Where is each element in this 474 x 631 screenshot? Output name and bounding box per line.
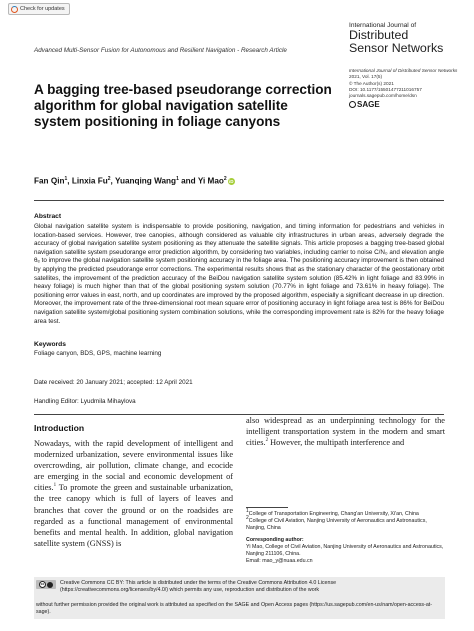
- author-name: Fan Qin: [34, 176, 65, 186]
- check-for-updates-badge[interactable]: [8, 3, 70, 15]
- article-title: A bagging tree-based pseudorange correction algorithm for global navigation satellite system positioning in foliage canyons: [34, 82, 332, 130]
- footnote-divider: [246, 507, 288, 508]
- meta-doi[interactable]: DOI: 10.1177/15501477211016757: [349, 86, 422, 92]
- by-person-icon: [47, 582, 53, 588]
- running-header: Advanced Multi-Sensor Fusion for Autonomous and Resilient Navigation - Research Article: [34, 47, 287, 54]
- meta-url[interactable]: journals.sagepub.com/home/dsn: [349, 93, 417, 99]
- abstract-heading: Abstract: [34, 213, 62, 220]
- author-name: Yuanqing Wang: [114, 176, 177, 186]
- corresponding-author-details: Yi Mao, College of Civil Aviation, Nanjing University of Aeronautics and Astronautics, Nanjing 211106, China.: [246, 544, 444, 557]
- introduction-heading: Introduction: [34, 423, 85, 433]
- brand-line-2: Sensor Networks: [349, 40, 444, 55]
- top-divider: [34, 200, 444, 201]
- brand-line-1: Distributed: [349, 28, 409, 42]
- corresponding-author-email[interactable]: Email: mao_y@nuaa.edu.cn: [246, 558, 313, 564]
- author-affiliation-mark: 1: [64, 176, 68, 182]
- corresponding-author-label: Corresponding author:: [246, 537, 304, 543]
- meta-copyright: © The Author(s) 2021: [349, 80, 394, 86]
- journal-brand: [349, 22, 464, 54]
- keywords-text: Foliage canyon, BDS, GPS, machine learning: [34, 350, 162, 357]
- keywords-heading: Keywords: [34, 341, 66, 348]
- author-name: Yi Mao: [197, 176, 224, 186]
- brand-top-line: International Journal of: [349, 22, 417, 29]
- author-name: Linxia Fu: [71, 176, 108, 186]
- author-affiliation-mark: 1: [176, 176, 179, 182]
- license-text-2: without further permission provided the original work is attributed as specified on the SAGE and Open Access pages (https://us.sagepub.com/en-us/nam/open-access-at-sage).: [36, 602, 433, 616]
- affiliation-2: 2College of Civil Aviation, Nanjing University of Aeronautics and Astronautics, Nanjing, China: [246, 515, 427, 531]
- affiliations: [246, 508, 445, 565]
- citation-ref[interactable]: 1: [53, 483, 57, 489]
- cc-mark: cc: [40, 582, 45, 586]
- author-affiliation-mark: 2: [223, 176, 227, 182]
- license-text-1: Creative Commons CC BY: This article is distributed under the terms of the Creative Commons Attribution 4.0 License (https://creativecommons.org/licenses/by/4.0/) which permits any use, reproduction and distribution of the work: [60, 580, 337, 594]
- abstract-text: Global navigation satellite system is indispensable to provide positioning, navigation, and timing information for pedestrians and vehicles in location-based services. However, tree canopies, although considered as valuable city infrastructures in urban areas, adversely degrade the accuracy of global navigation satellite system positioning as they attenuate the satellite signals. This article proposes a bagging tree-based global navigation satellite system pseudorange error prediction algorithm, by considering two variables, including carrier to noise C/N₀ and elevation angle θₑ to improve the global navigation satellite system positioning accuracy in the foliage area. The positioning accuracy improvement is then obtained by applying the predicted pseudorange error corrections. The experimental results shows that as the stationary character of the geostationary orbit satellites, the improvement of the prediction accuracy of the BeiDou navigation satellite system solution (85.42% in light foliage and 83.99% in heavy foliage) is much higher than that of the global positioning system solution (70.77% in light foliage and 73.61% in heavy foliage). The positioning error values in east, north, and up coordinates are improved by the proposed algorithm, especially a significant decrease in up direction. Moreover, the improvement rate of the three-dimensional root mean square error of positioning accuracy in light foliage area test is 86% for BeiDou navigation satellite system/global positioning system combination solutions, while the corresponding improvement rate is 82% for the heavy foliage area test.: [34, 223, 444, 325]
- affiliation-1: 1College of Transportation Engineering, Chang'an University, Xi'an, China: [246, 508, 419, 517]
- right-column-paragraph: also widespread as an underpinning technology for the intelligent transportation system in the modern and smart cities.$^2$ However, the multipath interference and: [246, 416, 445, 448]
- citation-ref[interactable]: 2: [265, 438, 269, 444]
- author-list: Fan Qin$^1$, Linxia Fu$^2$, Yuanqing Wang$^1$ and Yi Mao$^2$ iD: [34, 176, 234, 186]
- article-meta: [349, 68, 464, 109]
- orcid-icon[interactable]: iD: [228, 178, 234, 184]
- introduction-paragraph: Nowadays, with the rapid development of intelligent and modernized urbanization, severe environmental issues like overcrowding, air pollution, climate change, and ecocide are emerging in the social and economic development of cities.$^1$ To promote the green and sustainable urbanization, the tree canopy which is full of layers of leaves and branches that cover the ground or on the roadsides are regarded as a functional management of environmental benefits and mental health. In addition, global navigation satellite system (GNSS) is: [34, 439, 233, 548]
- update-check-icon: [11, 6, 18, 13]
- received-accepted-dates: Date received: 20 January 2021; accepted: 12 April 2021: [34, 379, 193, 386]
- handling-editor: Handling Editor: Lyudmila Mihaylova: [34, 398, 136, 405]
- check-for-updates-label: Check for updates: [20, 6, 65, 12]
- sage-circle-icon: [349, 101, 356, 108]
- meta-journal-name: International Journal of Distributed Sensor Networks: [349, 68, 458, 73]
- meta-volume: 2021, Vol. 17(5): [349, 74, 383, 80]
- creative-commons-icon: [36, 580, 56, 589]
- sage-wordmark: SAGE: [357, 100, 380, 110]
- sage-logo: [349, 100, 464, 109]
- author-affiliation-mark: 2: [107, 176, 111, 182]
